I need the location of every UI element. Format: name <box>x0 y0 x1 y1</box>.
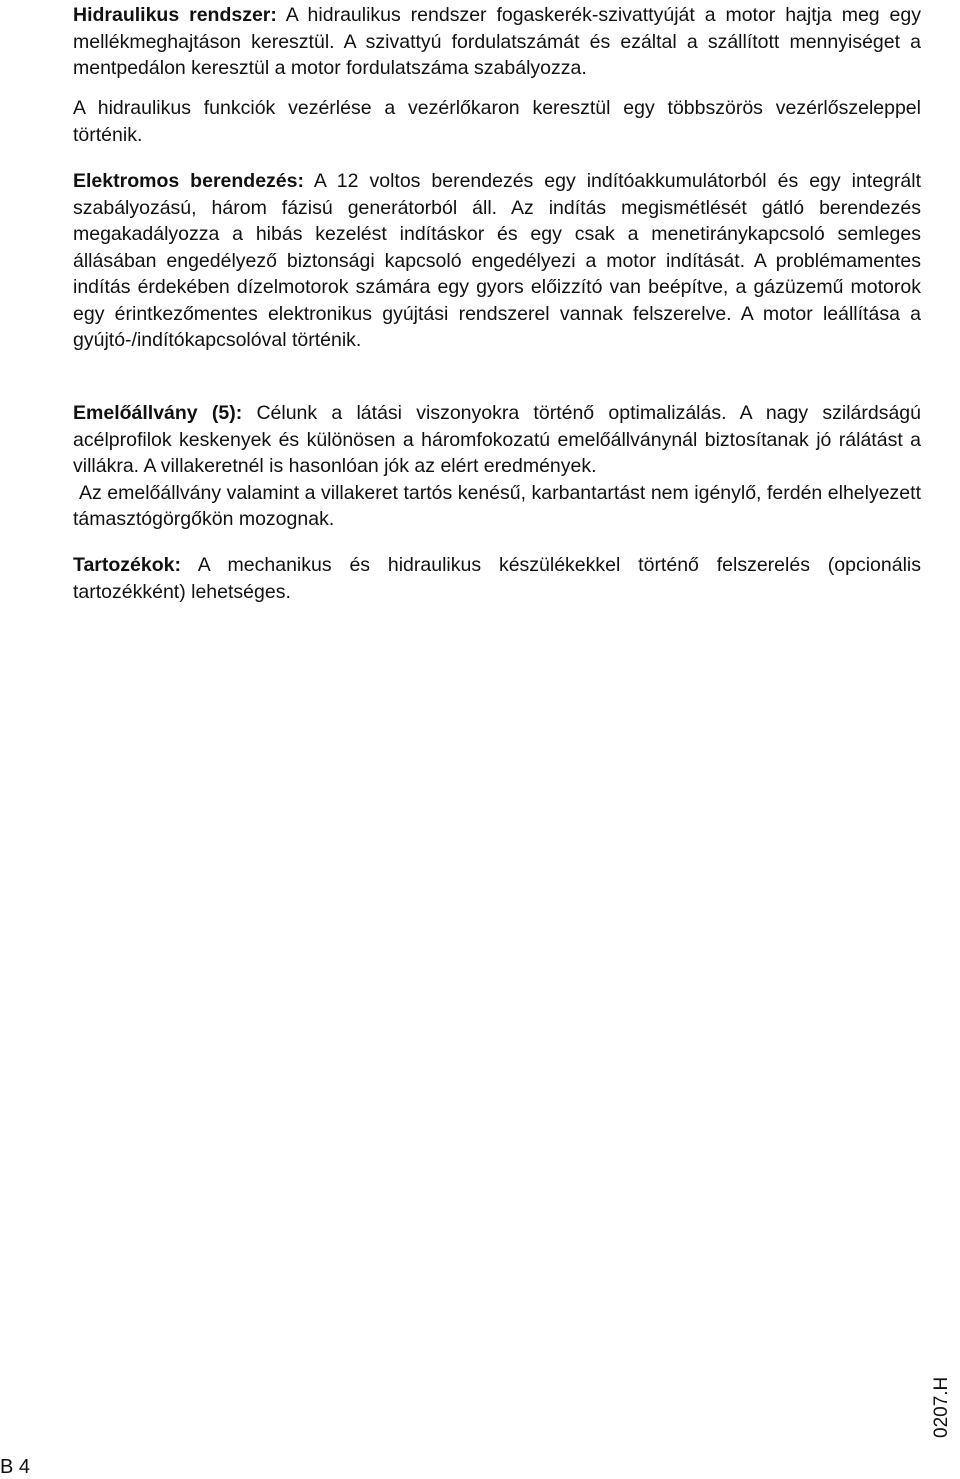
page-number: B 4 <box>0 1456 31 1478</box>
paragraph-label: Hidraulikus rendszer: <box>73 4 277 26</box>
paragraph-emeloallvany <box>73 400 921 533</box>
paragraph-text: A mechanikus és hidraulikus készülékekkel történő felszerelés (opcionális tartozékként) lehetséges. <box>73 554 921 603</box>
paragraph-text: A hidraulikus rendszer fogaskerék-szivattyúját a motor hajtja meg egy mellékmeghajtáson keresztül. A szivattyú fordulatszámát és ezáltal a szállított mennyiséget a mentpedálon keresztül a motor fordulatszáma szabályozza. <box>73 4 922 79</box>
paragraph-label: Emelőállvány (5): <box>73 402 243 424</box>
paragraph-text: Célunk a látási viszonyokra történő optimalizálás. A nagy szilárdságú acélprofilok keskenyek és különösen a háromfokozatú emelőállványnál biztosítanak jó rálátást a villákra. A villakeretnél is hasonlóan jók az elért eredmények. <box>73 402 921 477</box>
paragraph-label: Tartozékok: <box>73 554 181 576</box>
paragraph-tartozekok <box>73 552 921 605</box>
document-code: 0207.H <box>931 1376 952 1438</box>
paragraph-elektromos-berendezes <box>73 168 921 354</box>
paragraph-text: A hidraulikus funkciók vezérlése a vezérlőkaron keresztül egy többszörös vezérlőszeleppel történik. <box>73 97 921 146</box>
paragraph-text-continued: Az emelőállvány valamint a villakeret tartós kenésű, karbantartást nem igénylő, ferdén elhelyezett támasztógörgőkön mozognak. <box>73 481 921 530</box>
paragraph-text: A 12 voltos berendezés egy indítóakkumulátorból és egy integrált szabályozású, három fázisú generátorból áll. Az indítás megismétlését gátló berendezés megakadályozza a hibás kezelést indításkor és egy csak a menetiránykapcsoló semleges állásában engedélyező biztonsági kapcsoló engedélyezi a motor indítását. A problémamentes indítás érdekében dízelmotorok számára egy gyors előizzító van beépítve, a gázüzemű motorok egy érintkezőmentes elektronikus gyújtási rendszerel vannak felszerelve. A motor leállítása a gyújtó-/indítókapcsolóval történik. <box>73 170 921 351</box>
paragraph-label: Elektromos berendezés: <box>73 170 304 192</box>
paragraph-hidraulikus-vezerles <box>73 95 921 148</box>
paragraph-hidraulikus-rendszer <box>73 2 921 82</box>
